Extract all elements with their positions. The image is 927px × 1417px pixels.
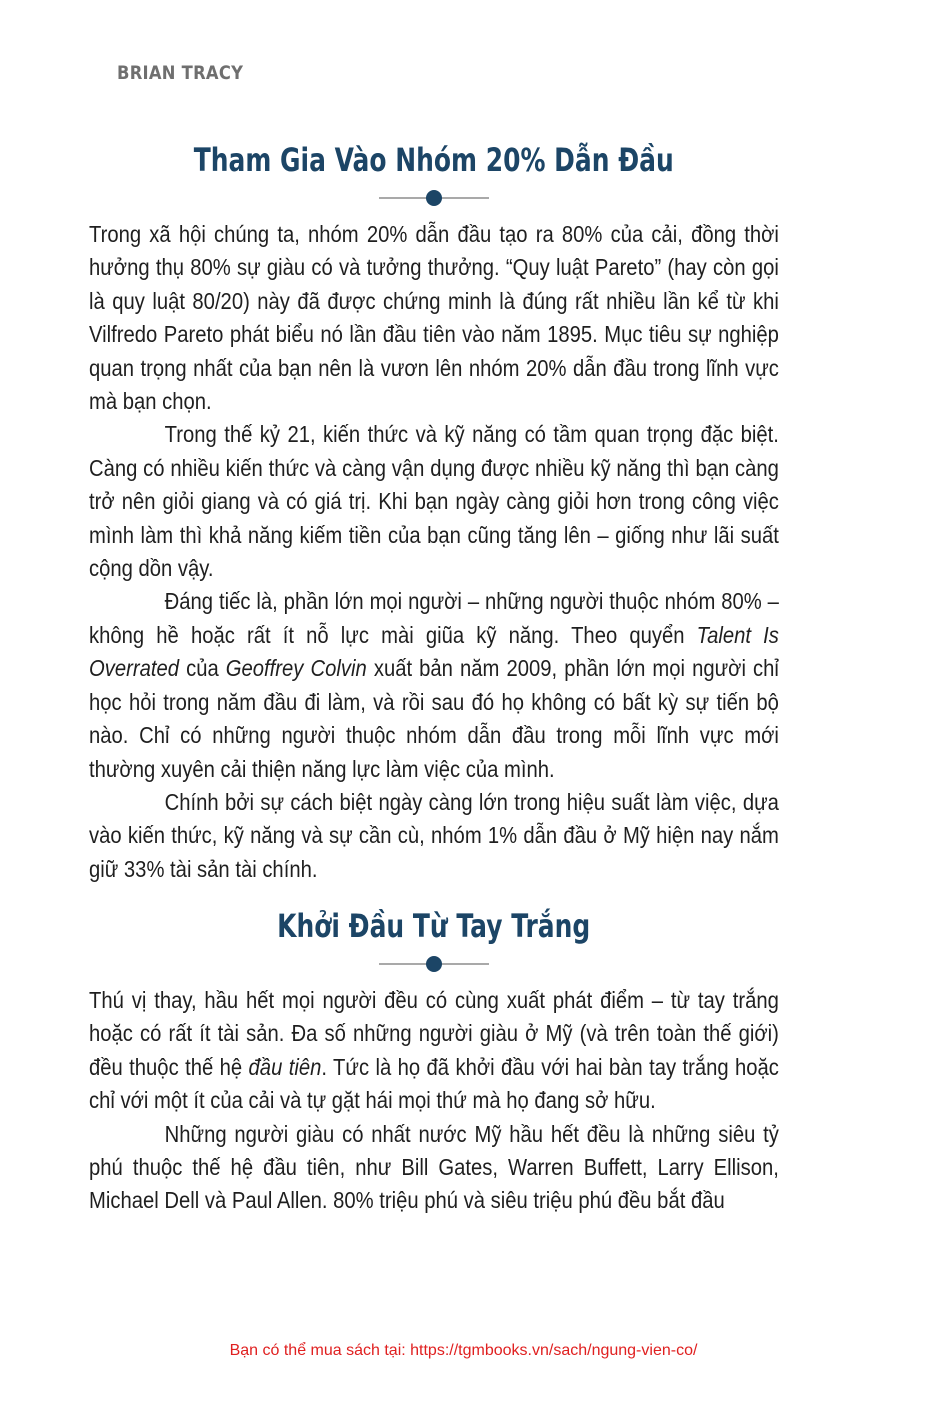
heading-wrap [89, 906, 779, 946]
section-pareto [89, 140, 779, 886]
paragraph [89, 418, 779, 585]
text-run: của [178, 655, 226, 682]
purchase-link-footer[interactable]: Bạn có thể mua sách tại: https://tgmbooks.vn/sach/ngung-vien-co/ [229, 1342, 698, 1359]
running-head: BRIAN TRACY [117, 62, 244, 84]
heading-wrap [89, 140, 779, 180]
text-run: xuất bản năm 2009, phần lớn mọi người chỉ học hỏi trong năm đầu đi làm, và rồi sau đó họ không có bất kỳ sự tiến bộ nào. Chỉ có những người thuộc nhóm dẫn đầu trong mỗi lĩnh vực mới thường xuyên cải thiện năng lực làm việc của mình. [89, 655, 779, 782]
text-run: Chính bởi sự cách biệt ngày càng lớn trong hiệu suất làm việc, dựa vào kiến thức, kỹ năng và sự cần cù, nhóm 1% dẫn đầu ở Mỹ hiện nay nắm giữ 33% tài sản tài chính. [89, 788, 779, 882]
paragraph [89, 218, 779, 418]
section-body [89, 218, 779, 886]
text-run: . Tức là họ đã khởi đầu với hai bàn tay trắng hoặc chỉ với một ít của cải và tự gặt hái mọi thứ mà họ đang sở hữu. [89, 1053, 779, 1114]
text-run: Những người giàu có nhất nước Mỹ hầu hết đều là những siêu tỷ phú thuộc thế hệ đầu tiên, như Bill Gates, Warren Buffett, Larry Ellison, Michael Dell và Paul Allen. 80% triệu phú và siêu triệu phú đều bắt đầu [89, 1120, 779, 1214]
ornament-dot [426, 956, 442, 972]
heading-ornament [89, 954, 779, 974]
section-body [89, 984, 779, 1218]
paragraph [89, 984, 779, 1118]
italic-text: Geoffrey Colvin [225, 655, 367, 682]
italic-text: Talent Is Overrated [89, 621, 779, 682]
section-empty-handed [89, 906, 779, 1218]
paragraph [89, 786, 779, 886]
text-run: Trong thế kỷ 21, kiến thức và kỹ năng có tầm quan trọng đặc biệt. Càng có nhiều kiến thức và càng vận dụng được nhiều kỹ năng thì bạn càng trở nên giỏi giang và có giá trị. Khi bạn ngày càng giỏi hơn trong công việc mình làm thì khả năng kiếm tiền của bạn cũng tăng lên – giống như lãi suất cộng dồn vậy. [89, 421, 779, 582]
heading-ornament [89, 188, 779, 208]
paragraph [89, 585, 779, 785]
ornament-dot [426, 190, 442, 206]
italic-text: đầu tiên [248, 1053, 322, 1080]
text-run: Trong xã hội chúng ta, nhóm 20% dẫn đầu tạo ra 80% của cải, đồng thời hưởng thụ 80% sự giàu có và tưởng thưởng. “Quy luật Pareto” (hay còn gọi là quy luật 80/20) này đã được chứng minh là đúng rất nhiều lần kể từ khi Vilfredo Pareto phát biểu nó lần đầu tiên vào năm 1895. Mục tiêu sự nghiệp quan trọng nhất của bạn nên là vươn lên nhóm 20% dẫn đầu trong lĩnh vực mà bạn chọn. [89, 221, 779, 415]
section-heading: Tham Gia Vào Nhóm 20% Dẫn Đầu [193, 141, 675, 179]
text-run: Thú vị thay, hầu hết mọi người đều có cùng xuất phát điểm – từ tay trắng hoặc có rất ít tài sản. Đa số những người giàu ở Mỹ (và trên toàn thế giới) đều thuộc thế hệ [89, 987, 779, 1080]
text-run: Đáng tiếc là, phần lớn mọi người – những người thuộc nhóm 80% – không hề hoặc rất ít nỗ lực mài giũa kỹ năng. Theo quyển [89, 588, 779, 648]
paragraph [89, 1118, 779, 1218]
section-heading: Khởi Đầu Từ Tay Trắng [277, 907, 591, 945]
